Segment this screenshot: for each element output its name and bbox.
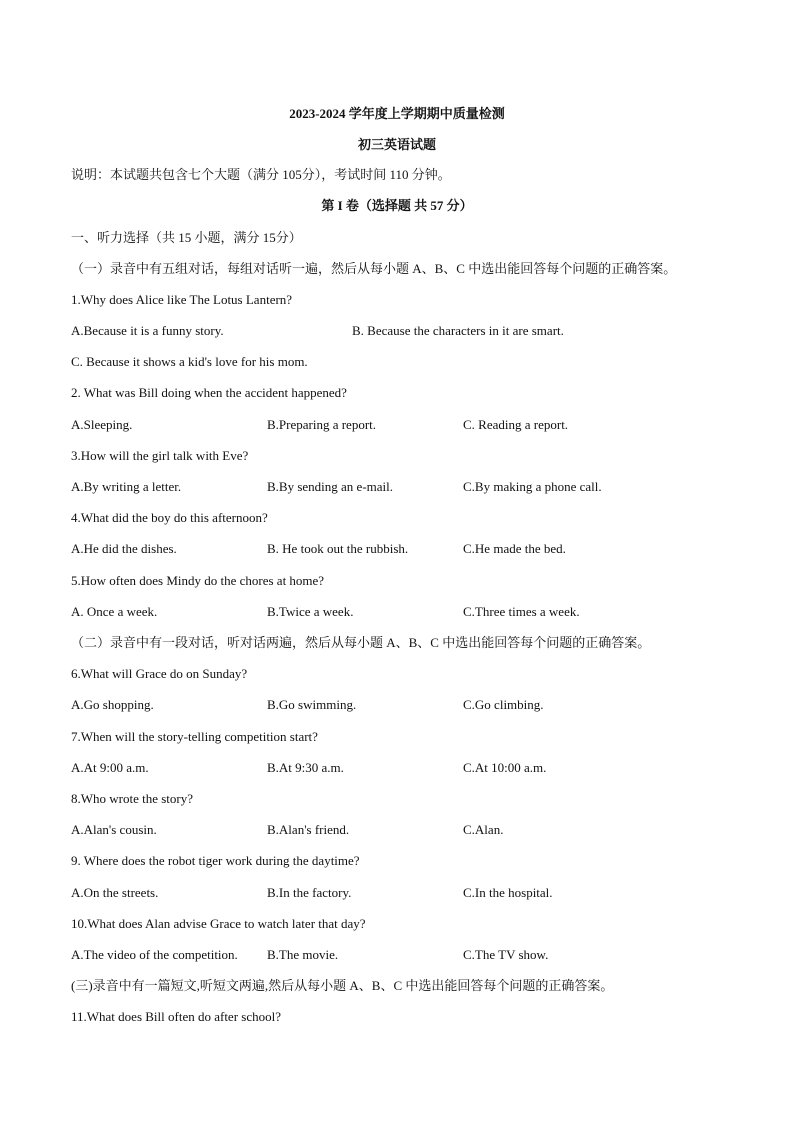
option-1a: A.Because it is a funny story. xyxy=(71,323,224,338)
option-2c: C. Reading a report. xyxy=(463,417,569,432)
option-7c: C.At 10:00 a.m. xyxy=(463,760,547,775)
section-heading: 一、听力选择（共 15 小题，满分 15分） xyxy=(71,230,302,245)
question-7: 7.When will the story-telling competition start? xyxy=(71,729,318,744)
exam-subtitle: 初三英语试题 xyxy=(357,137,436,152)
part1-instruction: （一）录音中有五组对话，每组对话听一遍，然后从每小题 A、B、C 中选出能回答每个问题的正确答案。 xyxy=(71,261,677,276)
part2-instruction: （二）录音中有一段对话，听对话两遍，然后从每小题 A、B、C 中选出能回答每个问题的正确答案。 xyxy=(71,635,651,650)
option-9a: A.On the streets. xyxy=(71,885,159,900)
option-1b: B. Because the characters in it are smart. xyxy=(352,323,564,338)
option-10a: A.The video of the competition. xyxy=(71,947,238,962)
question-4: 4.What did the boy do this afternoon? xyxy=(71,510,268,525)
option-8b: B.Alan's friend. xyxy=(267,822,350,837)
question-1: 1.Why does Alice like The Lotus Lantern? xyxy=(71,292,293,307)
question-2: 2. What was Bill doing when the accident happened? xyxy=(71,385,347,400)
question-8: 8.Who wrote the story? xyxy=(71,791,194,806)
part3-instruction: (三)录音中有一篇短文,听短文两遍,然后从每小题 A、B、C 中选出能回答每个问题的正确答案。 xyxy=(71,978,614,993)
question-3: 3.How will the girl talk with Eve? xyxy=(71,448,249,463)
question-9: 9. Where does the robot tiger work during the daytime? xyxy=(71,853,360,868)
option-6c: C.Go climbing. xyxy=(463,697,544,712)
option-2b: B.Preparing a report. xyxy=(267,417,377,432)
option-3a: A.By writing a letter. xyxy=(71,479,182,494)
option-4c: C.He made the bed. xyxy=(463,541,566,556)
option-3c: C.By making a phone call. xyxy=(463,479,602,494)
question-6: 6.What will Grace do on Sunday? xyxy=(71,666,248,681)
question-11: 11.What does Bill often do after school? xyxy=(71,1009,281,1024)
question-5: 5.How often does Mindy do the chores at home? xyxy=(71,573,325,588)
option-5c: C.Three times a week. xyxy=(463,604,580,619)
exam-note: 说明：本试题共包含七个大题（满分 105分），考试时间 110 分钟。 xyxy=(71,167,451,182)
option-9b: B.In the factory. xyxy=(267,885,352,900)
option-10c: C.The TV show. xyxy=(463,947,549,962)
volume-heading: 第 I 卷（选择题 共 57 分） xyxy=(321,198,473,213)
option-1c: C. Because it shows a kid's love for his mom. xyxy=(71,354,308,369)
option-9c: C.In the hospital. xyxy=(463,885,553,900)
option-8c: C.Alan. xyxy=(463,822,504,837)
option-4a: A.He did the dishes. xyxy=(71,541,177,556)
option-5a: A. Once a week. xyxy=(71,604,158,619)
option-7a: A.At 9:00 a.m. xyxy=(71,760,149,775)
option-2a: A.Sleeping. xyxy=(71,417,133,432)
option-5b: B.Twice a week. xyxy=(267,604,354,619)
option-4b: B. He took out the rubbish. xyxy=(267,541,409,556)
option-8a: A.Alan's cousin. xyxy=(71,822,157,837)
option-7b: B.At 9:30 a.m. xyxy=(267,760,344,775)
question-10: 10.What does Alan advise Grace to watch later that day? xyxy=(71,916,366,931)
option-6b: B.Go swimming. xyxy=(267,697,357,712)
option-10b: B.The movie. xyxy=(267,947,339,962)
option-6a: A.Go shopping. xyxy=(71,697,154,712)
exam-title: 2023-2024 学年度上学期期中质量检测 xyxy=(289,106,505,121)
option-3b: B.By sending an e-mail. xyxy=(267,479,394,494)
